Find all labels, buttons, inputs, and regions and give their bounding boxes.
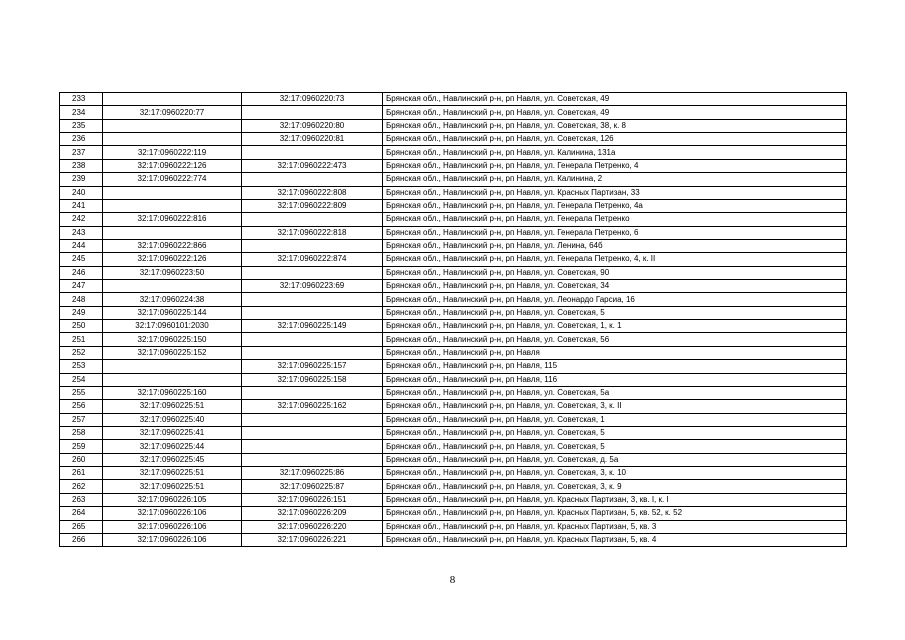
cadastral-number-cell: 32:17:0960226:106 <box>103 507 242 520</box>
address-cell: Брянская обл., Навлинский р-н, рп Навля, ул. Советская, 49 <box>383 106 847 119</box>
object-cadastral-number-cell: 32:17:0960225:87 <box>242 480 383 493</box>
cadastral-number-cell: 32:17:0960222:866 <box>103 239 242 252</box>
table-row <box>60 226 847 239</box>
object-cadastral-number-cell <box>242 173 383 186</box>
table-row <box>60 386 847 399</box>
row-number-cell: 259 <box>60 440 103 453</box>
cadastral-number-cell: 32:17:0960225:51 <box>103 400 242 413</box>
page-number: 8 <box>449 574 456 586</box>
table-row <box>60 266 847 279</box>
cadastral-number-cell: 32:17:0960225:41 <box>103 426 242 439</box>
object-cadastral-number-cell <box>242 453 383 466</box>
table-row <box>60 159 847 172</box>
table-row <box>60 239 847 252</box>
table-row <box>60 253 847 266</box>
cadastral-number-cell: 32:17:0960225:144 <box>103 306 242 319</box>
row-number-cell: 247 <box>60 280 103 293</box>
table-row <box>60 507 847 520</box>
row-number-cell: 234 <box>60 106 103 119</box>
table-row <box>60 106 847 119</box>
address-cell: Брянская обл., Навлинский р-н, рп Навля, ул. Советская, 5 <box>383 426 847 439</box>
cadastral-table <box>59 92 847 547</box>
row-number-cell: 249 <box>60 306 103 319</box>
cadastral-number-cell <box>103 93 242 106</box>
address-cell: Брянская обл., Навлинский р-н, рп Навля, ул. Красных Партизан, 5, кв. 52, к. 52 <box>383 507 847 520</box>
address-cell: Брянская обл., Навлинский р-н, рп Навля, ул. Советская, д. 5а <box>383 453 847 466</box>
table-body <box>60 93 847 547</box>
table-row <box>60 213 847 226</box>
address-cell: Брянская обл., Навлинский р-н, рп Навля, ул. Генерала Петренко, 4 <box>383 159 847 172</box>
object-cadastral-number-cell: 32:17:0960222:818 <box>242 226 383 239</box>
object-cadastral-number-cell: 32:17:0960225:157 <box>242 360 383 373</box>
address-cell: Брянская обл., Навлинский р-н, рп Навля, ул. Советская, 1, к. 1 <box>383 320 847 333</box>
table-row <box>60 186 847 199</box>
object-cadastral-number-cell: 32:17:0960220:81 <box>242 133 383 146</box>
row-number-cell: 256 <box>60 400 103 413</box>
cadastral-number-cell <box>103 199 242 212</box>
object-cadastral-number-cell <box>242 293 383 306</box>
object-cadastral-number-cell: 32:17:0960225:158 <box>242 373 383 386</box>
address-cell: Брянская обл., Навлинский р-н, рп Навля, ул. Советская, 1 <box>383 413 847 426</box>
row-number-cell: 265 <box>60 520 103 533</box>
cadastral-number-cell: 32:17:0960225:51 <box>103 480 242 493</box>
table-row <box>60 360 847 373</box>
table-row <box>60 426 847 439</box>
address-cell: Брянская обл., Навлинский р-н, рп Навля, ул. Советская, 3, к. 10 <box>383 467 847 480</box>
object-cadastral-number-cell: 32:17:0960220:73 <box>242 93 383 106</box>
table-row <box>60 133 847 146</box>
cadastral-number-cell: 32:17:0960225:45 <box>103 453 242 466</box>
object-cadastral-number-cell <box>242 426 383 439</box>
cadastral-number-cell: 32:17:0960224:38 <box>103 293 242 306</box>
table-row <box>60 520 847 533</box>
cadastral-number-cell: 32:17:0960220:77 <box>103 106 242 119</box>
object-cadastral-number-cell <box>242 333 383 346</box>
cadastral-number-cell: 32:17:0960225:40 <box>103 413 242 426</box>
address-cell: Брянская обл., Навлинский р-н, рп Навля, ул. Советская, 34 <box>383 280 847 293</box>
table-row <box>60 199 847 212</box>
object-cadastral-number-cell <box>242 106 383 119</box>
table-row <box>60 440 847 453</box>
address-cell: Брянская обл., Навлинский р-н, рп Навля, ул. Генерала Петренко, 4, к. II <box>383 253 847 266</box>
object-cadastral-number-cell: 32:17:0960225:162 <box>242 400 383 413</box>
address-cell: Брянская обл., Навлинский р-н, рп Навля, ул. Советская, 5а <box>383 386 847 399</box>
row-number-cell: 251 <box>60 333 103 346</box>
table-row <box>60 293 847 306</box>
cadastral-number-cell: 32:17:0960226:106 <box>103 520 242 533</box>
address-cell: Брянская обл., Навлинский р-н, рп Навля, ул. Генерала Петренко <box>383 213 847 226</box>
address-cell: Брянская обл., Навлинский р-н, рп Навля, ул. Красных Партизан, 3, кв. I, к. I <box>383 493 847 506</box>
cadastral-number-cell: 32:17:0960225:160 <box>103 386 242 399</box>
row-number-cell: 255 <box>60 386 103 399</box>
table-row <box>60 333 847 346</box>
address-cell: Брянская обл., Навлинский р-н, рп Навля, ул. Советская, 3, к. II <box>383 400 847 413</box>
row-number-cell: 238 <box>60 159 103 172</box>
row-number-cell: 236 <box>60 133 103 146</box>
row-number-cell: 262 <box>60 480 103 493</box>
row-number-cell: 257 <box>60 413 103 426</box>
cadastral-number-cell: 32:17:0960225:44 <box>103 440 242 453</box>
address-cell: Брянская обл., Навлинский р-н, рп Навля, ул. Советская, 5 <box>383 440 847 453</box>
row-number-cell: 250 <box>60 320 103 333</box>
object-cadastral-number-cell: 32:17:0960226:209 <box>242 507 383 520</box>
row-number-cell: 245 <box>60 253 103 266</box>
object-cadastral-number-cell: 32:17:0960223:69 <box>242 280 383 293</box>
object-cadastral-number-cell: 32:17:0960225:149 <box>242 320 383 333</box>
object-cadastral-number-cell <box>242 266 383 279</box>
object-cadastral-number-cell <box>242 440 383 453</box>
object-cadastral-number-cell: 32:17:0960220:80 <box>242 119 383 132</box>
address-cell: Брянская обл., Навлинский р-н, рп Навля, 115 <box>383 360 847 373</box>
row-number-cell: 240 <box>60 186 103 199</box>
table-row <box>60 306 847 319</box>
address-cell: Брянская обл., Навлинский р-н, рп Навля, ул. Красных Партизан, 5, кв. 3 <box>383 520 847 533</box>
row-number-cell: 254 <box>60 373 103 386</box>
cadastral-number-cell <box>103 373 242 386</box>
address-cell: Брянская обл., Навлинский р-н, рп Навля, ул. Генерала Петренко, 4а <box>383 199 847 212</box>
object-cadastral-number-cell: 32:17:0960226:221 <box>242 533 383 546</box>
cadastral-number-cell: 32:17:0960222:126 <box>103 159 242 172</box>
row-number-cell: 246 <box>60 266 103 279</box>
row-number-cell: 235 <box>60 119 103 132</box>
table-row <box>60 453 847 466</box>
object-cadastral-number-cell <box>242 386 383 399</box>
object-cadastral-number-cell <box>242 239 383 252</box>
row-number-cell: 243 <box>60 226 103 239</box>
table-row <box>60 480 847 493</box>
row-number-cell: 266 <box>60 533 103 546</box>
cadastral-number-cell <box>103 186 242 199</box>
address-cell: Брянская обл., Навлинский р-н, рп Навля, ул. Советская, 5 <box>383 306 847 319</box>
cadastral-number-cell <box>103 119 242 132</box>
cadastral-number-cell: 32:17:0960223:50 <box>103 266 242 279</box>
address-cell: Брянская обл., Навлинский р-н, рп Навля, ул. Калинина, 131а <box>383 146 847 159</box>
address-cell: Брянская обл., Навлинский р-н, рп Навля, ул. Леонардо Гарсиа, 16 <box>383 293 847 306</box>
cadastral-number-cell <box>103 133 242 146</box>
row-number-cell: 252 <box>60 346 103 359</box>
object-cadastral-number-cell <box>242 306 383 319</box>
address-cell: Брянская обл., Навлинский р-н, рп Навля, ул. Калинина, 2 <box>383 173 847 186</box>
table-row <box>60 373 847 386</box>
table-row <box>60 400 847 413</box>
address-cell: Брянская обл., Навлинский р-н, рп Навля, ул. Советская, 3, к. 9 <box>383 480 847 493</box>
object-cadastral-number-cell <box>242 213 383 226</box>
row-number-cell: 253 <box>60 360 103 373</box>
table-row <box>60 93 847 106</box>
cadastral-number-cell: 32:17:0960222:119 <box>103 146 242 159</box>
address-cell: Брянская обл., Навлинский р-н, рп Навля <box>383 346 847 359</box>
cadastral-number-cell <box>103 226 242 239</box>
row-number-cell: 258 <box>60 426 103 439</box>
address-cell: Брянская обл., Навлинский р-н, рп Навля, ул. Советская, 38, к. 8 <box>383 119 847 132</box>
object-cadastral-number-cell: 32:17:0960225:86 <box>242 467 383 480</box>
table-row <box>60 320 847 333</box>
cadastral-number-cell <box>103 360 242 373</box>
address-cell: Брянская обл., Навлинский р-н, рп Навля, ул. Советская, 49 <box>383 93 847 106</box>
table-row <box>60 119 847 132</box>
cadastral-number-cell: 32:17:0960226:106 <box>103 533 242 546</box>
row-number-cell: 233 <box>60 93 103 106</box>
table-row <box>60 346 847 359</box>
address-cell: Брянская обл., Навлинский р-н, рп Навля, ул. Красных Партизан, 33 <box>383 186 847 199</box>
address-cell: Брянская обл., Навлинский р-н, рп Навля, ул. Советская, 90 <box>383 266 847 279</box>
table-row <box>60 146 847 159</box>
cadastral-number-cell: 32:17:0960225:152 <box>103 346 242 359</box>
table-row <box>60 493 847 506</box>
row-number-cell: 237 <box>60 146 103 159</box>
object-cadastral-number-cell <box>242 346 383 359</box>
address-cell: Брянская обл., Навлинский р-н, рп Навля, 116 <box>383 373 847 386</box>
table-row <box>60 533 847 546</box>
table-row <box>60 413 847 426</box>
object-cadastral-number-cell <box>242 413 383 426</box>
cadastral-number-cell: 32:17:0960226:105 <box>103 493 242 506</box>
address-cell: Брянская обл., Навлинский р-н, рп Навля, ул. Ленина, 64б <box>383 239 847 252</box>
cadastral-number-cell: 32:17:0960222:774 <box>103 173 242 186</box>
cadastral-number-cell: 32:17:0960101:2030 <box>103 320 242 333</box>
address-cell: Брянская обл., Навлинский р-н, рп Навля, ул. Советская, 126 <box>383 133 847 146</box>
row-number-cell: 261 <box>60 467 103 480</box>
object-cadastral-number-cell: 32:17:0960222:874 <box>242 253 383 266</box>
row-number-cell: 248 <box>60 293 103 306</box>
cadastral-number-cell: 32:17:0960225:150 <box>103 333 242 346</box>
table-row <box>60 173 847 186</box>
object-cadastral-number-cell: 32:17:0960222:809 <box>242 199 383 212</box>
table-row <box>60 467 847 480</box>
row-number-cell: 239 <box>60 173 103 186</box>
cadastral-number-cell: 32:17:0960222:816 <box>103 213 242 226</box>
object-cadastral-number-cell: 32:17:0960226:151 <box>242 493 383 506</box>
object-cadastral-number-cell: 32:17:0960226:220 <box>242 520 383 533</box>
cadastral-number-cell <box>103 280 242 293</box>
object-cadastral-number-cell: 32:17:0960222:473 <box>242 159 383 172</box>
row-number-cell: 242 <box>60 213 103 226</box>
row-number-cell: 263 <box>60 493 103 506</box>
object-cadastral-number-cell <box>242 146 383 159</box>
table-row <box>60 280 847 293</box>
cadastral-number-cell: 32:17:0960225:51 <box>103 467 242 480</box>
row-number-cell: 260 <box>60 453 103 466</box>
cadastral-number-cell: 32:17:0960222:126 <box>103 253 242 266</box>
row-number-cell: 244 <box>60 239 103 252</box>
row-number-cell: 241 <box>60 199 103 212</box>
address-cell: Брянская обл., Навлинский р-н, рп Навля, ул. Красных Партизан, 5, кв. 4 <box>383 533 847 546</box>
object-cadastral-number-cell: 32:17:0960222:808 <box>242 186 383 199</box>
address-cell: Брянская обл., Навлинский р-н, рп Навля, ул. Генерала Петренко, 6 <box>383 226 847 239</box>
row-number-cell: 264 <box>60 507 103 520</box>
address-cell: Брянская обл., Навлинский р-н, рп Навля, ул. Советская, 56 <box>383 333 847 346</box>
